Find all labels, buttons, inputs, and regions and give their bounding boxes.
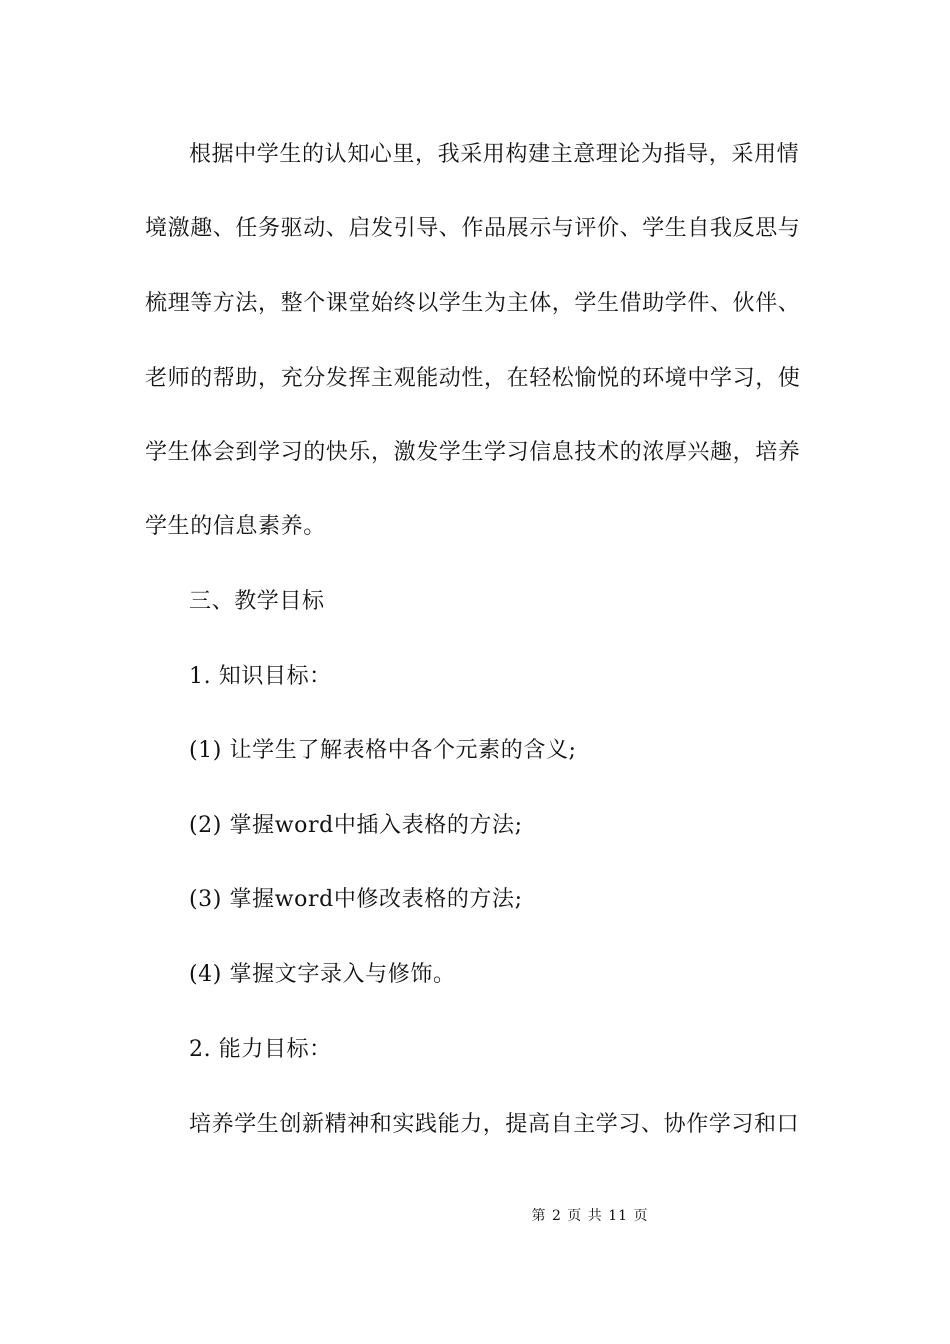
paragraph-line: 根据中学生的认知心里，我采用构建主意理论为指导，采用情 bbox=[189, 142, 800, 167]
page-footer bbox=[0, 1206, 950, 1226]
paragraph-line: 境激趣、任务驱动、启发引导、作品展示与评价、学生自我反思与 bbox=[145, 216, 801, 241]
knowledge-item: (1) 让学生了解表格中各个元素的含义; bbox=[189, 738, 577, 763]
paragraph-line: 老师的帮助，充分发挥主观能动性，在轻松愉悦的环境中学习，使 bbox=[145, 366, 801, 391]
knowledge-goal-heading: 1. 知识目标： bbox=[189, 664, 332, 689]
paragraph-line: 学生的信息素养。 bbox=[145, 514, 326, 539]
knowledge-item: (3) 掌握word中修改表格的方法; bbox=[189, 887, 523, 912]
knowledge-item: (4) 掌握文字录入与修饰。 bbox=[189, 962, 456, 987]
section-heading: 三、教学目标 bbox=[189, 589, 325, 614]
paragraph-line: 学生体会到学习的快乐，激发学生学习信息技术的浓厚兴趣，培养 bbox=[145, 440, 801, 465]
ability-text-line: 培养学生创新精神和实践能力，提高自主学习、协作学习和口 bbox=[189, 1112, 800, 1137]
page-number-label: 第 2 页 共 11 页 bbox=[531, 1208, 649, 1224]
ability-goal-heading: 2. 能力目标： bbox=[189, 1037, 332, 1062]
knowledge-item: (2) 掌握word中插入表格的方法; bbox=[189, 813, 523, 838]
paragraph-line: 梳理等方法，整个课堂始终以学生为主体，学生借助学件、伙伴、 bbox=[145, 291, 801, 316]
